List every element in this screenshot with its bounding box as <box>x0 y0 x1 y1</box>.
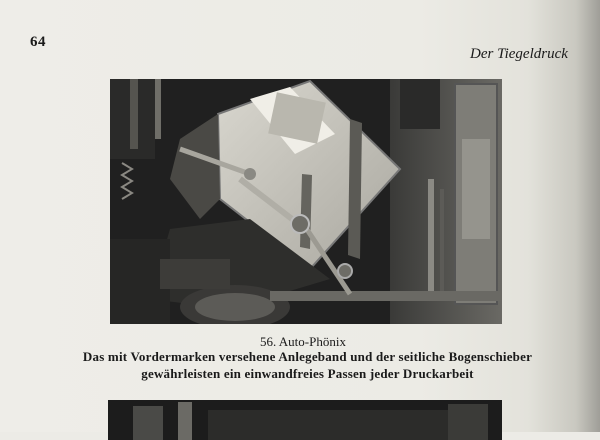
next-figure-partial-photo <box>108 400 502 440</box>
figure-caption-text <box>30 348 585 382</box>
figure-photo-next <box>108 400 502 440</box>
figure-photo-auto-phoenix <box>110 79 502 324</box>
page-number: 64 <box>30 34 46 50</box>
running-head: Der Tiegeldruck <box>470 46 568 62</box>
printing-press-photo <box>110 79 502 324</box>
figure-caption-title: 56. Auto-Phönix <box>260 334 346 349</box>
caption-line: gewährleisten ein einwandfreies Passen jeder Druckarbeit <box>141 366 474 381</box>
caption-line: Das mit Vordermarken versehene Anlegeband und der seitliche Bogenschieber <box>82 349 533 364</box>
